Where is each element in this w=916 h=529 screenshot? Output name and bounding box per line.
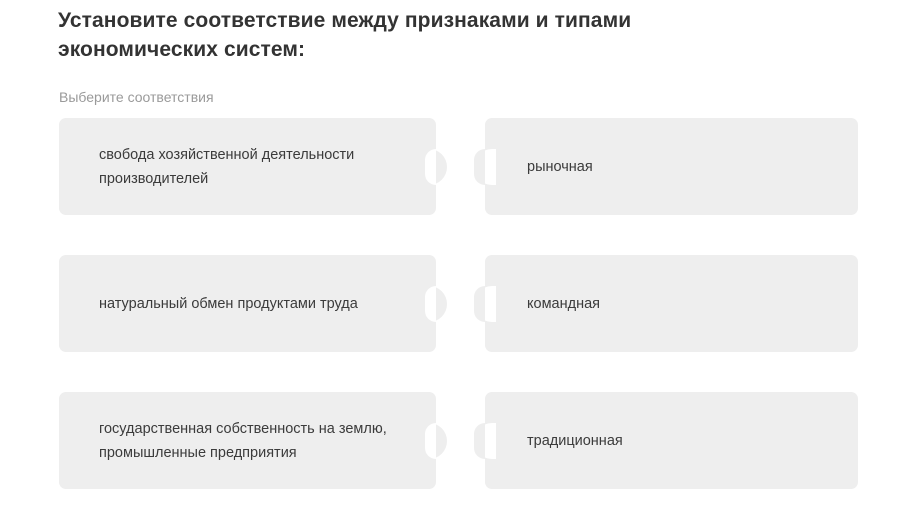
match-left-card[interactable] bbox=[59, 255, 436, 352]
match-right-card[interactable] bbox=[485, 118, 858, 215]
puzzle-notch-icon bbox=[425, 149, 436, 185]
match-left-label: государственная собственность на землю, промышленные предприятия bbox=[99, 420, 387, 461]
page-title: Установите соответствие между признаками и типами экономических систем: bbox=[58, 9, 632, 61]
match-row bbox=[0, 392, 916, 529]
match-right-card[interactable] bbox=[485, 255, 858, 352]
match-left-card[interactable] bbox=[59, 392, 436, 489]
puzzle-socket-fill-icon bbox=[474, 286, 485, 322]
match-right-label: традиционная bbox=[527, 432, 623, 449]
puzzle-socket-fill-icon bbox=[474, 423, 485, 459]
match-right-label: рыночная bbox=[527, 158, 593, 175]
match-row bbox=[0, 118, 916, 255]
match-row bbox=[0, 255, 916, 392]
puzzle-notch-icon bbox=[425, 423, 436, 459]
puzzle-socket-fill-icon bbox=[474, 149, 485, 185]
instruction-text: Выберите соответствия bbox=[59, 89, 214, 105]
match-left-label: натуральный обмен продуктами труда bbox=[99, 295, 358, 312]
match-left-label: свобода хозяйственной деятельности производителей bbox=[99, 146, 355, 187]
matching-area bbox=[0, 118, 916, 529]
match-right-label: командная bbox=[527, 295, 600, 312]
puzzle-notch-icon bbox=[425, 286, 436, 322]
match-right-card[interactable] bbox=[485, 392, 858, 489]
match-left-card[interactable] bbox=[59, 118, 436, 215]
top-divider bbox=[58, 0, 438, 1]
